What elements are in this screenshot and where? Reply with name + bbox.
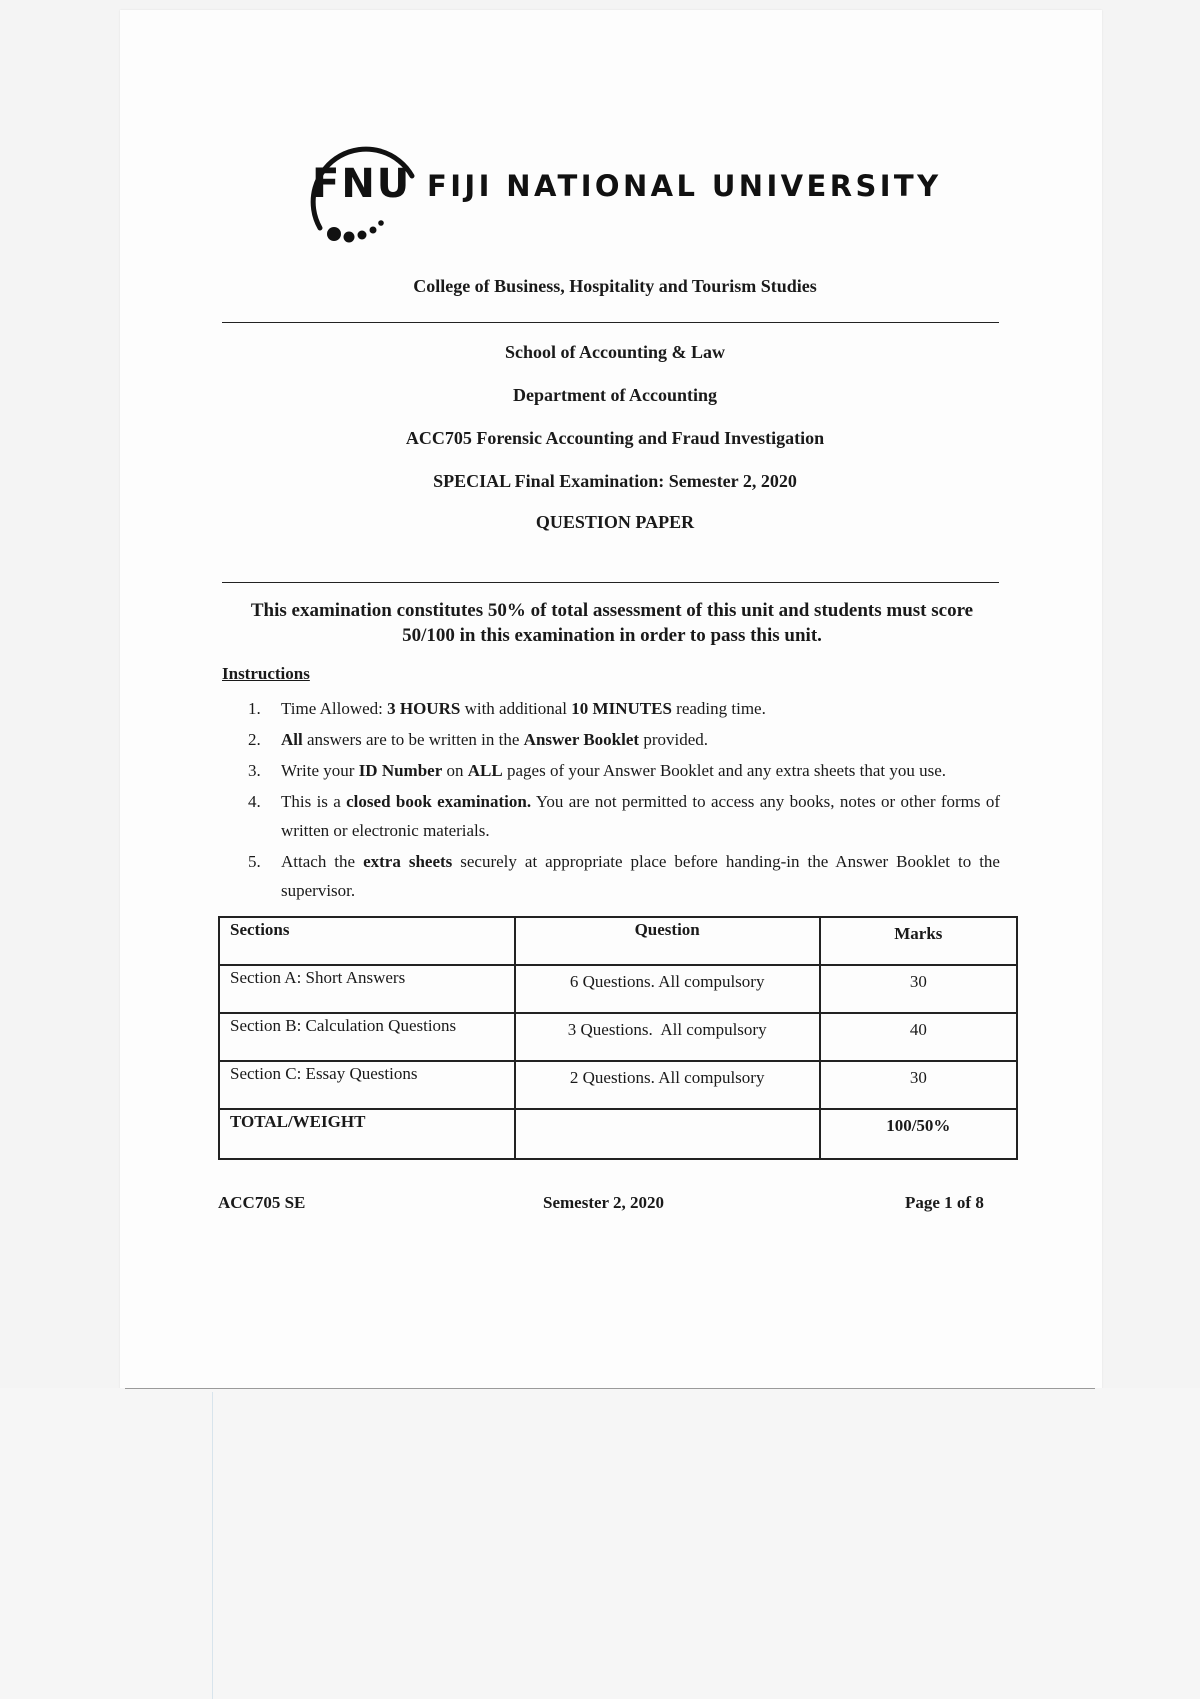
instruction-emphasis: 10 MINUTES	[571, 699, 672, 718]
underlying-sheet	[0, 1388, 1200, 1699]
sheet-edge-line	[125, 1388, 1095, 1389]
marks-cell: 40	[820, 1013, 1017, 1061]
footer-semester: Semester 2, 2020	[543, 1193, 665, 1212]
header-rule-top	[222, 322, 999, 323]
instruction-item	[248, 694, 1000, 723]
instruction-text: Write your	[281, 761, 359, 780]
instruction-text: This is a	[281, 792, 347, 811]
header-question: Question	[515, 917, 820, 965]
question-cell: 2 Questions. All compulsory	[515, 1061, 820, 1109]
section-cell: Section C: Essay Questions	[219, 1061, 515, 1109]
section-cell: Section A: Short Answers	[219, 965, 515, 1013]
instruction-text: Time Allowed:	[281, 699, 388, 718]
instruction-text: pages of your Answer Booklet and any extra sheets that you use.	[502, 761, 947, 780]
instruction-text: reading time.	[671, 699, 766, 718]
instructions-list	[248, 694, 1000, 907]
college-name: College of Business, Hospitality and Tourism Studies	[413, 276, 817, 296]
instruction-number: 5.	[248, 852, 261, 871]
instruction-emphasis: closed book examination.	[346, 792, 532, 811]
university-name: FIJI NATIONAL UNIVERSITY	[427, 169, 942, 203]
table-row	[219, 965, 1017, 1013]
table-header-row	[219, 917, 1017, 965]
instruction-text: answers are to be written in the	[302, 730, 524, 749]
margin-line	[212, 1392, 213, 1699]
table-total-row	[219, 1109, 1017, 1159]
total-marks: 100/50%	[820, 1109, 1017, 1159]
question-cell: 3 Questions. All compulsory	[515, 1013, 820, 1061]
instructions-heading: Instructions	[222, 664, 310, 683]
sections-table	[218, 916, 1018, 1160]
instruction-emphasis: Answer Booklet	[523, 730, 640, 749]
marks-cell: 30	[820, 965, 1017, 1013]
header-marks: Marks	[820, 917, 1017, 965]
instruction-text: provided.	[639, 730, 708, 749]
total-label: TOTAL/WEIGHT	[219, 1109, 515, 1159]
instruction-text: securely at appropriate place before handing-in the Answer Booklet to the supervisor.	[281, 852, 1000, 900]
instruction-emphasis: extra sheets	[363, 852, 453, 871]
instruction-number: 1.	[248, 699, 261, 718]
instruction-emphasis: ID Number	[358, 761, 443, 780]
footer-course-code: ACC705 SE	[218, 1193, 306, 1212]
exam-title: SPECIAL Final Examination: Semester 2, 2020	[433, 471, 797, 491]
school-name: School of Accounting & Law	[504, 342, 726, 362]
instruction-item	[248, 787, 1000, 845]
instruction-number: 2.	[248, 730, 261, 749]
table-row	[219, 1013, 1017, 1061]
footer-page-number: Page 1 of 8	[905, 1193, 984, 1212]
university-logo	[290, 128, 940, 248]
total-question	[515, 1109, 820, 1159]
instruction-text: with additional	[460, 699, 572, 718]
instruction-emphasis: All	[281, 730, 303, 749]
header-rule-bottom	[222, 582, 999, 583]
instruction-emphasis: ALL	[467, 761, 503, 780]
instruction-item	[248, 847, 1000, 905]
instruction-text: You are not permitted to access any books, notes or other forms of written or electronic materials.	[281, 792, 1000, 840]
instruction-item	[248, 725, 1000, 754]
assessment-notice	[222, 598, 1002, 648]
instruction-number: 3.	[248, 761, 261, 780]
table-row	[219, 1061, 1017, 1109]
paper-type: QUESTION PAPER	[535, 512, 695, 532]
department-name: Department of Accounting	[513, 385, 717, 405]
question-cell: 6 Questions. All compulsory	[515, 965, 820, 1013]
section-cell: Section B: Calculation Questions	[219, 1013, 515, 1061]
logo-initials: FNU	[312, 161, 412, 207]
instruction-emphasis: 3 HOURS	[387, 699, 461, 718]
instruction-text: Attach the	[281, 852, 364, 871]
notice-line-1: This examination constitutes 50% of total assessment of this unit and students must score	[250, 600, 974, 621]
instruction-number: 4.	[248, 792, 261, 811]
instruction-item	[248, 756, 1000, 785]
course-title: ACC705 Forensic Accounting and Fraud Investigation	[405, 428, 825, 448]
instruction-text: on	[442, 761, 468, 780]
header-sections: Sections	[219, 917, 515, 965]
marks-cell: 30	[820, 1061, 1017, 1109]
notice-line-2: 50/100 in this examination in order to pass this unit.	[402, 625, 822, 646]
